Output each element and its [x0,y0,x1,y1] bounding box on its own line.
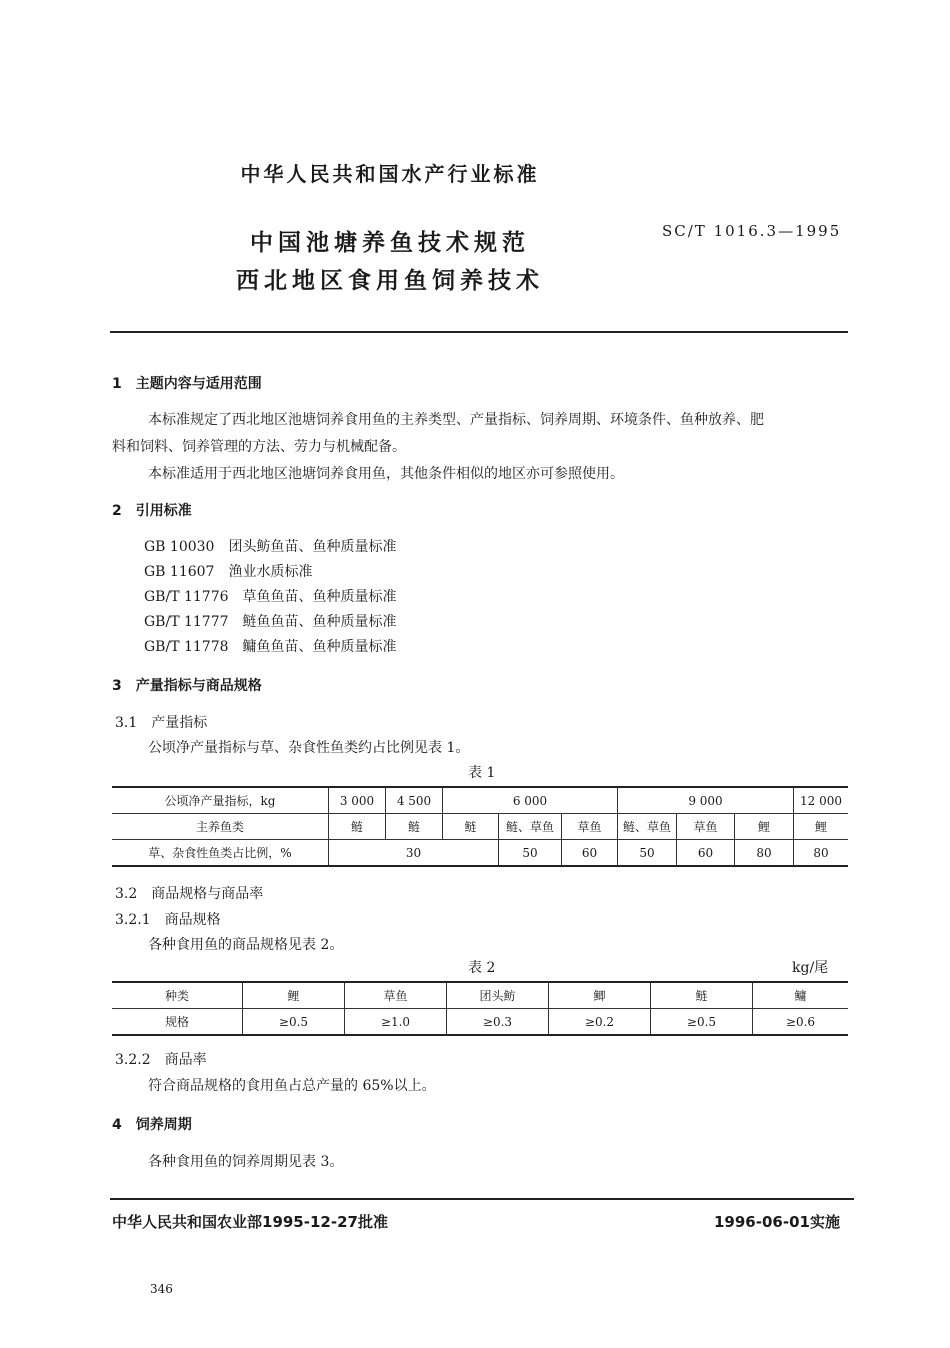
table-2 [112,981,848,1036]
table-cell: 鲤 [794,814,849,840]
table-cell: 草鱼 [345,982,447,1009]
table-cell: 80 [794,840,849,867]
table-cell: 鲢 [329,814,386,840]
table-cell: ≥0.6 [753,1009,849,1036]
table-row [112,1009,848,1036]
table-cell: 9 000 [618,787,794,814]
table-cell: 团头鲂 [447,982,549,1009]
table-cell: 种类 [112,982,243,1009]
table-cell: ≥0.3 [447,1009,549,1036]
section-1-heading: 1 主题内容与适用范围 [112,376,262,392]
table-1 [112,786,848,867]
table-cell: ≥0.2 [549,1009,651,1036]
table-cell: 50 [618,840,677,867]
document-subtitle: 西北地区食用鱼饲养技术 [236,268,544,294]
section-3-heading: 3 产量指标与商品规格 [112,678,262,694]
issuing-organization: 中华人民共和国水产行业标准 [240,162,540,186]
table-row [112,840,848,867]
table-cell: 主养鱼类 [112,814,329,840]
table-cell: 草鱼 [562,814,618,840]
approval-statement: 中华人民共和国农业部1995-12-27批准 [112,1213,388,1231]
table-cell: 60 [562,840,618,867]
table-row [112,787,848,814]
table-cell: 草、杂食性鱼类占比例，% [112,840,329,867]
table-cell: 鲤 [735,814,794,840]
reference-item: GB/T 11776 草鱼鱼苗、鱼种质量标准 [144,589,397,605]
reference-item: GB 11607 渔业水质标准 [144,564,313,580]
section-4-text: 各种食用鱼的饲养周期见表 3。 [148,1154,344,1170]
table-cell: 鲢 [386,814,443,840]
table-cell: 80 [735,840,794,867]
table-cell: 50 [499,840,562,867]
table-cell: 6 000 [443,787,618,814]
subsection-3-1-text: 公顷净产量指标与草、杂食性鱼类约占比例见表 1。 [148,740,470,756]
standard-code: SC/T 1016.3—1995 [662,222,842,240]
table-cell: 4 500 [386,787,443,814]
subsection-3-2-1-text: 各种食用鱼的商品规格见表 2。 [148,937,344,953]
table-cell: 规格 [112,1009,243,1036]
page-number: 346 [150,1282,173,1296]
table-cell: 鲢 [443,814,499,840]
table-cell: ≥0.5 [651,1009,753,1036]
table-cell: 鲢、草鱼 [499,814,562,840]
table-cell: 60 [677,840,735,867]
subsection-3-2-heading: 3.2 商品规格与商品率 [115,886,264,902]
table-cell: 鲫 [549,982,651,1009]
table-cell: 30 [329,840,499,867]
table-cell: 鳙 [753,982,849,1009]
table-2-unit: kg/尾 [792,960,829,976]
section-1-paragraph-2: 本标准适用于西北地区池塘饲养食用鱼，其他条件相似的地区亦可参照使用。 [148,466,624,482]
section-4-heading: 4 饲养周期 [112,1117,192,1133]
table-cell: 鲢、草鱼 [618,814,677,840]
table-row [112,982,848,1009]
subsection-3-2-1-heading: 3.2.1 商品规格 [115,912,221,928]
table-cell: ≥1.0 [345,1009,447,1036]
effective-date: 1996-06-01实施 [714,1213,840,1231]
reference-item: GB/T 11778 鳙鱼鱼苗、鱼种质量标准 [144,639,397,655]
footer-rule [110,1198,854,1200]
reference-item: GB 10030 团头鲂鱼苗、鱼种质量标准 [144,539,397,555]
section-1-paragraph-1a: 本标准规定了西北地区池塘饲养食用鱼的主养类型、产量指标、饲养周期、环境条件、鱼种放养、肥 [148,412,764,428]
table-1-caption: 表 1 [468,765,496,781]
section-2-heading: 2 引用标准 [112,503,192,519]
table-row [112,814,848,840]
table-cell: ≥0.5 [243,1009,345,1036]
table-cell: 3 000 [329,787,386,814]
header-rule [110,331,848,333]
table-cell: 公顷净产量指标，kg [112,787,329,814]
table-cell: 草鱼 [677,814,735,840]
subsection-3-1-heading: 3.1 产量指标 [115,715,208,731]
table-cell: 鲢 [651,982,753,1009]
section-1-paragraph-1b: 料和饲料、饲养管理的方法、劳力与机械配备。 [112,439,406,455]
reference-item: GB/T 11777 鲢鱼鱼苗、鱼种质量标准 [144,614,397,630]
table-cell: 12 000 [794,787,849,814]
subsection-3-2-2-text: 符合商品规格的食用鱼占总产量的 65%以上。 [148,1078,436,1094]
document-title: 中国池塘养鱼技术规范 [250,230,530,256]
table-2-caption: 表 2 [468,960,496,976]
table-cell: 鲤 [243,982,345,1009]
subsection-3-2-2-heading: 3.2.2 商品率 [115,1052,207,1068]
